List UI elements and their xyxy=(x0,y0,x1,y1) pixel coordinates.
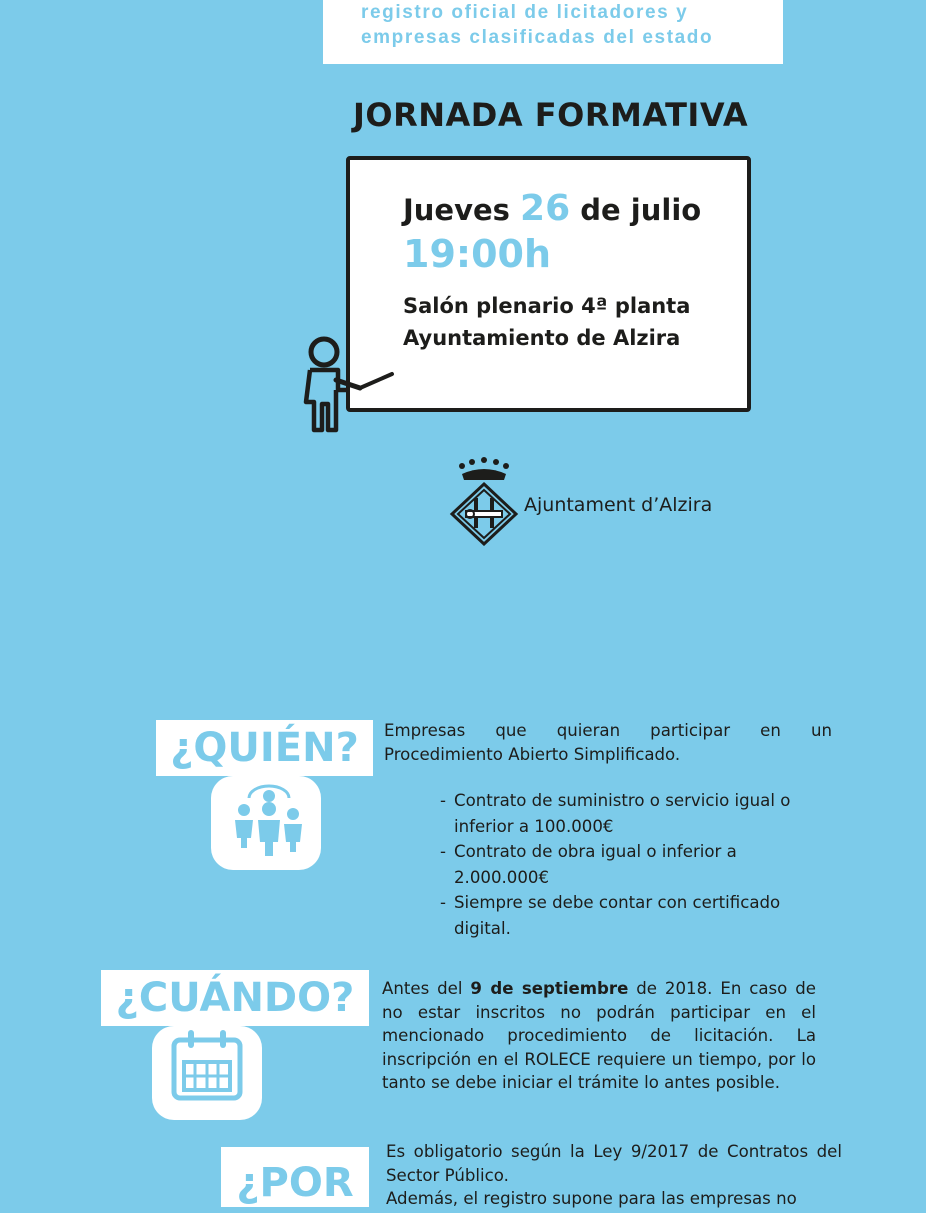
cuando-icon-box xyxy=(152,1026,262,1120)
cuando-label: ¿CUÁNDO? xyxy=(101,970,369,1026)
header-line-1: registro oficial de licitadores y xyxy=(361,2,689,23)
whiteboard xyxy=(346,156,751,412)
por-text: Es obligatorio según la Ley 9/2017 de Contratos del Sector Público. Además, el registro supone para las empresas no xyxy=(386,1142,842,1209)
bullet-item: - Contrato de suministro o servicio igual o inferior a 100.000€ xyxy=(440,791,791,836)
alzira-coat-of-arms-icon xyxy=(448,454,524,546)
place-line-1: Salón plenario 4ª planta xyxy=(403,294,691,318)
cuando-text: Antes del 9 de septiembre de 2018. En caso de no estar inscritos no podrán participar en el mencionado procedimiento de licitación. La inscripción en el ROLECE requiere un tiempo, por lo tanto se debe iniciar el trámite lo antes posible. xyxy=(382,979,816,1093)
event-time: 19:00h xyxy=(403,232,552,276)
por-label: ¿POR xyxy=(221,1147,369,1207)
event-title: JORNADA FORMATIVA xyxy=(353,96,749,134)
bullet-item: - Siempre se debe contar con certificado digital. xyxy=(440,893,781,938)
calendar-icon xyxy=(152,1026,262,1120)
quien-text: Empresas que quieran participar en un Procedimiento Abierto Simplificado. xyxy=(384,721,832,764)
quien-icon-box xyxy=(211,776,321,870)
event-date xyxy=(403,188,701,229)
cuando-deadline: 9 de septiembre xyxy=(470,979,629,998)
quien-bullets xyxy=(440,788,830,941)
presenter-icon xyxy=(298,330,398,440)
place-line-2: Ayuntamiento de Alzira xyxy=(403,326,681,350)
people-group-icon xyxy=(211,776,321,870)
month: de julio xyxy=(580,193,702,227)
day-word: Jueves xyxy=(403,193,510,227)
logo-text: Ajuntament d’Alzira xyxy=(524,494,713,516)
quien-label: ¿QUIÉN? xyxy=(156,720,373,776)
header-line-2: empresas clasificadas del estado xyxy=(361,27,714,48)
bullet-item: - Contrato de obra igual o inferior a 2.000.000€ xyxy=(440,842,737,887)
day-number: 26 xyxy=(520,188,571,229)
header-banner xyxy=(323,0,783,64)
